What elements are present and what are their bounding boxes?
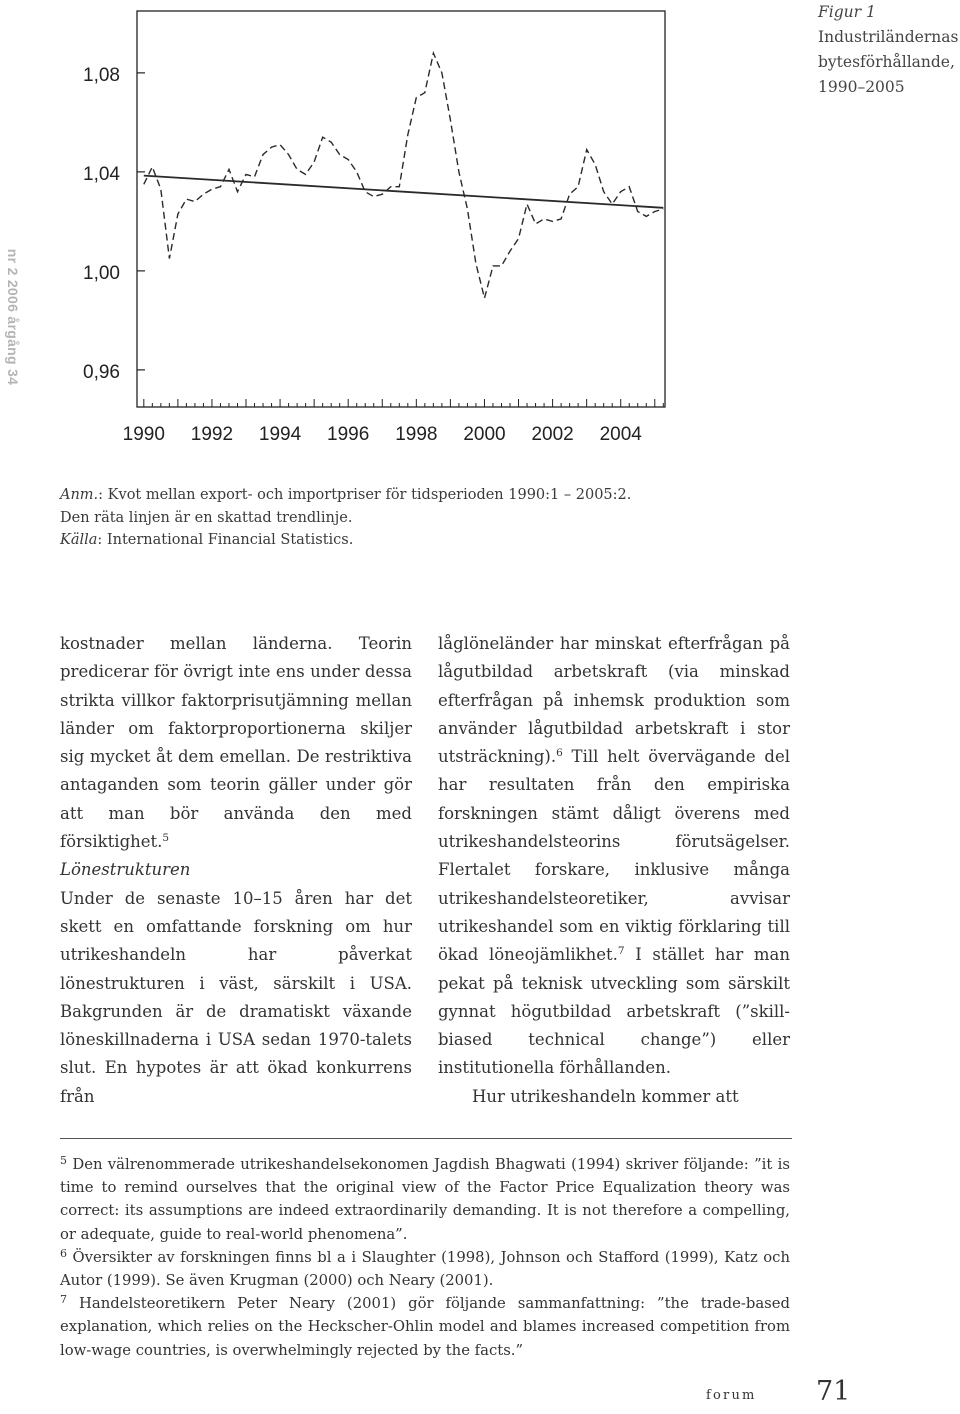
x-tick-label: 1996: [327, 424, 370, 445]
left-paragraph-1-text: kostnader mellan länderna. Teorin predicerar för övrigt inte ens under dessa strikta villkor faktorprisutjämning mellan länder om faktorproportionerna skiljer sig mycket åt dem emellan. De restriktiva antaganden som teorin gäller under gör att man bör använda den med försiktighet.: [60, 634, 412, 852]
body-right-column: [438, 630, 790, 1111]
right-paragraph-1: [438, 630, 790, 1083]
y-tick-label: 1,08: [83, 64, 120, 86]
x-tick-label: 2000: [463, 424, 506, 445]
series-trend-line: [144, 176, 664, 208]
left-paragraph-2: Under de senaste 10–15 åren har det skett en omfattande forskning om hur utrikeshandeln har påverkat lönestrukturen i väst, särskilt i USA. Bakgrunden är de dramatiskt växande löneskillnaderna i USA sedan 1970-talets slut. En hypotes är att ökad konkurrens från: [60, 888, 412, 1106]
footnote-6-number: 6: [60, 1246, 67, 1260]
page-number: 71: [816, 1376, 851, 1407]
footnote-ref-7: 7: [617, 945, 625, 958]
footnotes: [60, 1153, 790, 1362]
footnote-6-text: Översikter av forskningen finns bl a i Slaughter (1998), Johnson och Stafford (1999), Katz och Autor (1999). Se även Krugman (2000) och Neary (2001).: [60, 1248, 790, 1290]
x-tick-label: 1990: [122, 424, 165, 445]
note-kalla-text: : International Financial Statistics.: [97, 532, 354, 548]
page-footer: [706, 1376, 851, 1414]
x-tick-label: 2002: [531, 424, 574, 445]
left-paragraph-1: [60, 630, 412, 856]
right-paragraph-1-b: Till helt övervägande del har resultaten från den empiriska forskningen stämt dåligt överens med utrikeshandelsteorins förutsägelser. Flertalet forskare, inklusive många utrikeshandelsteoretiker, avvisar utrikeshandel som en viktig förklaring till ökad löneojämlikhet.: [438, 747, 790, 965]
right-paragraph-2: Hur utrikeshandeln kommer att: [472, 1086, 739, 1106]
x-tick-label: 2004: [599, 424, 642, 445]
note-anm-label: Anm.: [60, 487, 99, 503]
note-anm-text: : Kvot mellan export- och importpriser för tidsperioden 1990:1 – 2005:2.: [98, 487, 632, 503]
figure-title-line-2: bytesförhållande,: [818, 53, 955, 71]
note-kalla-label: Källa: [60, 532, 98, 548]
figure-number: Figur 1: [818, 3, 876, 21]
note-line-2: Den räta linjen är en skattad trendlinje.: [60, 509, 353, 526]
section-heading: Lönestrukturen: [60, 860, 191, 880]
x-tick-label: 1992: [190, 424, 234, 445]
footnote-5-number: 5: [60, 1154, 67, 1167]
plot-frame: [137, 11, 665, 407]
footnote-ref-5: 5: [162, 832, 170, 845]
y-tick-label: 0,96: [83, 361, 120, 383]
figure-title-line-3: 1990–2005: [818, 78, 905, 96]
footnote-7-text: Handelsteoretikern Peter Neary (2001) gör följande sammanfattning: ”the trade-based explanation, which relies on the Heckscher-Ohlin model and blames increased competition from low-wage countries, is overwhelmingly rejected by the facts.”: [60, 1295, 790, 1359]
footnote-ref-6: 6: [556, 747, 563, 760]
note-line-1: [60, 484, 780, 507]
footnote-divider: [60, 1138, 792, 1139]
figure-note: [60, 484, 780, 552]
footnote-6: [60, 1246, 790, 1292]
journal-issue-label: nr 2 2006 årgång 34: [5, 248, 21, 386]
right-paragraph-1-a: låglöneländer har minskat efterfrågan på lågutbildad arbetskraft (via minskad efterfrågan på inhemsk produktion som använder lågutbildad arbetskraft i stor utsträckning).: [438, 634, 790, 767]
footnote-5: [60, 1153, 790, 1246]
terms-of-trade-chart: [0, 0, 960, 460]
x-tick-label: 1994: [258, 424, 302, 445]
right-paragraph-1-c: I stället har man pekat på teknisk utveckling som särskilt gynnat högutbildad arbetskraft (”skill-biased technical change”) eller institutionella förhållanden.: [438, 945, 791, 1078]
series-terms-of-trade-line: [144, 53, 664, 298]
footnote-7-number: 7: [60, 1293, 67, 1307]
footnote-5-text: Den välrenommerade utrikeshandelsekonomen Jagdish Bhagwati (1994) skriver följande: ”it is time to remind ourselves that the original view of the Factor Price Equalization theory was correct: its assumptions are indeed extraordinarily demanding. It is not therefore a compelling, or adequate, guide to real-world phenomena”.: [60, 1156, 790, 1243]
footnote-7: [60, 1292, 790, 1362]
y-tick-label: 1,00: [83, 262, 120, 284]
x-tick-label: 1998: [395, 424, 438, 445]
note-line-3: [60, 529, 780, 552]
y-tick-label: 1,04: [83, 163, 120, 185]
body-left-column: [60, 630, 412, 1111]
figure-title-line-1: Industriländernas: [818, 28, 959, 46]
journal-name: forum: [706, 1388, 757, 1403]
